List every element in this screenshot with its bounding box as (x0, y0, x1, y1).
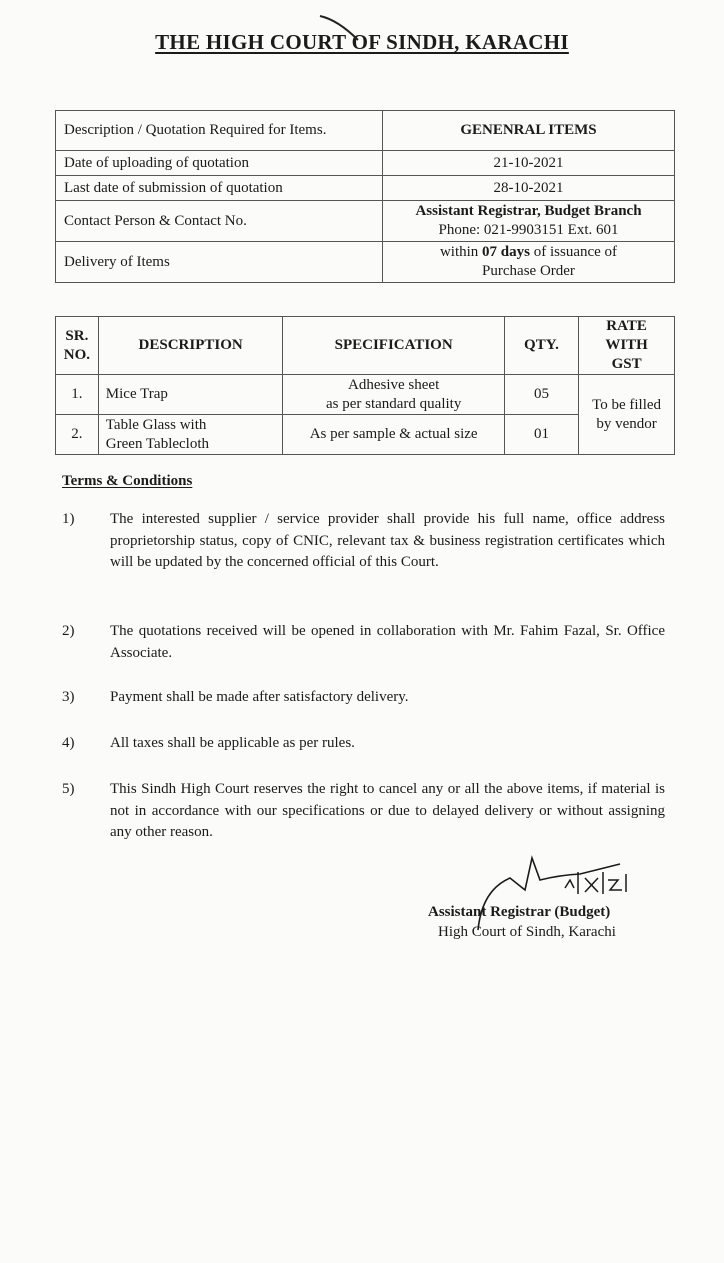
contact-phone: Phone: 021-9903151 Ext. 601 (438, 222, 619, 238)
delivery-days: 07 days (482, 244, 530, 260)
pen-stroke-mark (318, 12, 368, 44)
header-sr: SR. NO. (56, 317, 99, 375)
row-specification (283, 375, 504, 415)
info-label: Last date of submission of quotation (56, 176, 383, 201)
info-value: 21-10-2021 (383, 151, 675, 176)
signatory-office: High Court of Sindh, Karachi (438, 924, 616, 940)
rate-text: To be filled by vendor (592, 396, 662, 432)
table-row (56, 375, 675, 415)
info-label: Description / Quotation Required for Items. (56, 111, 383, 151)
info-label: Delivery of Items (56, 242, 383, 283)
info-label: Date of uploading of quotation (56, 151, 383, 176)
header-description: DESCRIPTION (98, 317, 283, 375)
description-line: Green Tablecloth (105, 435, 210, 452)
info-row-last-date (56, 176, 675, 201)
term-number: 4) (62, 735, 75, 751)
term-number: 5) (62, 781, 75, 797)
term-number: 1) (62, 511, 75, 527)
row-specification: As per sample & actual size (283, 415, 504, 455)
row-qty: 05 (504, 375, 578, 415)
row-qty: 01 (504, 415, 578, 455)
items-table (55, 316, 675, 455)
delivery-post: of issuance of (529, 244, 618, 260)
info-value: GENENRAL ITEMS (383, 111, 675, 151)
delivery-line-1 (387, 243, 670, 262)
term-text: The quotations received will be opened in collaboration with Mr. Fahim Fazal, Sr. Office Associate. (110, 623, 665, 661)
term-text: Payment shall be made after satisfactory delivery. (110, 689, 409, 705)
signatory-designation: Assistant Registrar (Budget) (428, 904, 611, 920)
contact-person: Assistant Registrar, Budget Branch (415, 203, 642, 219)
info-value: 28-10-2021 (383, 176, 675, 201)
info-row-contact (56, 201, 675, 242)
quotation-info-table (55, 110, 675, 283)
term-text: All taxes shall be applicable as per rules. (110, 735, 355, 751)
header-qty: QTY. (504, 317, 578, 375)
description-line: Table Glass with (105, 416, 207, 433)
rate-merged-cell (579, 375, 675, 455)
info-row-description (56, 111, 675, 151)
delivery-pre: within (439, 244, 483, 260)
info-value (383, 242, 675, 283)
signature-block (428, 902, 616, 942)
header-specification: SPECIFICATION (283, 317, 504, 375)
row-sr: 1. (56, 375, 99, 415)
term-text: The interested supplier / service provider shall provide his full name, office address proprietorship status, copy of CNIC, relevant tax & business registration certificates which will be updated by the concerned official of this Court. (110, 511, 665, 570)
items-header-row (56, 317, 675, 375)
document-title-text: THE HIGH COURT OF SINDH, KARACHI (155, 30, 569, 54)
info-label: Contact Person & Contact No. (56, 201, 383, 242)
term-text: This Sindh High Court reserves the right to cancel any or all the above items, if material is not in accordance with our specifications or due to delayed delivery or without assigning any other reason. (110, 781, 665, 840)
row-description (98, 415, 283, 455)
term-number: 3) (62, 689, 75, 705)
spec-line: Adhesive sheet (348, 376, 440, 393)
info-row-upload-date (56, 151, 675, 176)
spec-line: as per standard quality (325, 395, 462, 412)
info-row-delivery (56, 242, 675, 283)
info-value (383, 201, 675, 242)
row-description: Mice Trap (98, 375, 283, 415)
term-number: 2) (62, 623, 75, 639)
header-rate: RATE WITH GST (579, 317, 675, 375)
terms-heading: Terms & Conditions (62, 473, 193, 489)
row-sr: 2. (56, 415, 99, 455)
delivery-line-2: Purchase Order (482, 263, 575, 279)
